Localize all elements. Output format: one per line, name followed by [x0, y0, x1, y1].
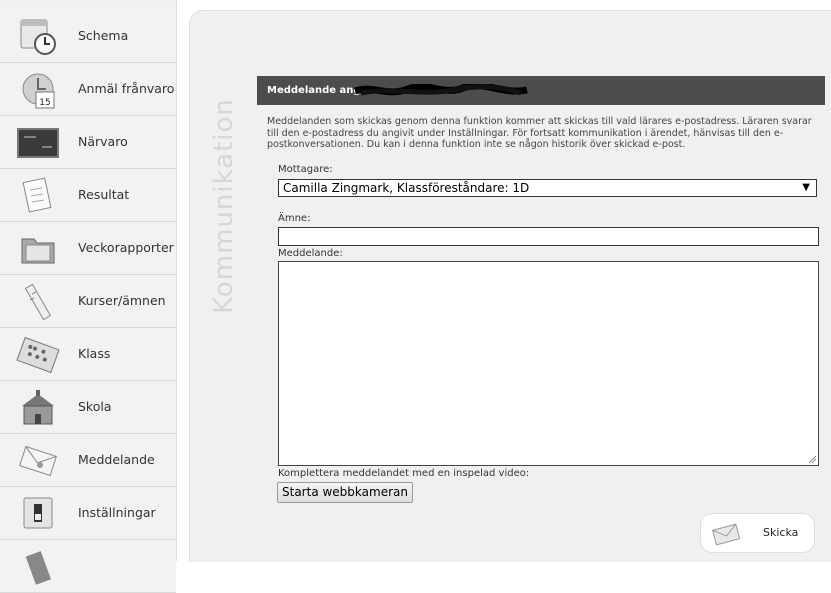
- section-title-text: Kommunikation: [209, 98, 239, 314]
- send-button[interactable]: [700, 513, 815, 553]
- sidebar-item-meddelande[interactable]: [0, 434, 176, 487]
- sidebar-item-label: Meddelande: [78, 452, 155, 467]
- sidebar-item-label: Kurser/ämnen: [78, 293, 166, 308]
- sidebar-item-schema[interactable]: [0, 10, 176, 63]
- sidebar-item-label: Inställningar: [78, 505, 156, 520]
- calendar-15-icon: [16, 70, 60, 110]
- sidebar-item-veckorapporter[interactable]: [0, 222, 176, 275]
- envelope-icon: [16, 441, 60, 481]
- folder-icon: [16, 229, 60, 269]
- sidebar-item-installningar[interactable]: [0, 487, 176, 540]
- sidebar-item-label: Närvaro: [78, 134, 128, 149]
- dropdown-arrow-icon: ▼: [802, 182, 810, 193]
- envelope-icon: [711, 521, 741, 547]
- video-label: Komplettera meddelandet med en inspelad video:: [278, 468, 530, 479]
- message-header: [257, 76, 825, 105]
- sidebar-item-resultat[interactable]: [0, 169, 176, 222]
- subject-label: Ämne:: [278, 213, 311, 224]
- recipient-select-value: Camilla Zingmark, Klassföreståndare: 1D: [283, 181, 530, 195]
- sidebar-item-anmal-franvaro[interactable]: [0, 63, 176, 116]
- message-textarea[interactable]: [278, 261, 819, 466]
- sidebar-item-skola[interactable]: [0, 381, 176, 434]
- resize-grip-icon[interactable]: [808, 455, 817, 464]
- abacus-icon: [16, 335, 60, 375]
- svg-text:15: 15: [39, 98, 51, 108]
- switch-icon: [16, 494, 60, 534]
- subject-input[interactable]: [278, 227, 819, 246]
- sidebar: [0, 0, 177, 561]
- redacted-scribble: [353, 84, 529, 98]
- report-paper-icon: [16, 176, 60, 216]
- sidebar-item-label: Anmäl frånvaro: [78, 81, 175, 96]
- calendar-clock-icon: [16, 17, 60, 57]
- sidebar-item-kurser-amnen[interactable]: [0, 275, 176, 328]
- sidebar-item-label: Schema: [78, 28, 129, 43]
- start-webcam-button[interactable]: Starta webbkameran: [277, 482, 413, 503]
- sidebar-item-label: Resultat: [78, 187, 130, 202]
- message-header-label: Meddelande ang.: [267, 85, 365, 96]
- recipient-select[interactable]: [278, 179, 817, 197]
- recipient-label: Mottagare:: [278, 164, 333, 175]
- ruler-pencil-icon: [16, 282, 60, 322]
- sidebar-item-partial[interactable]: [0, 540, 176, 593]
- body-label: Meddelande:: [278, 248, 343, 259]
- chalkboard-icon: [16, 123, 60, 163]
- sidebar-item-label: Klass: [78, 346, 111, 361]
- sidebar-item-label: Skola: [78, 399, 112, 414]
- sidebar-item-label: Veckorapporter: [78, 240, 174, 255]
- section-title: [198, 86, 250, 326]
- partial-icon: [16, 547, 60, 587]
- sidebar-item-narvaro[interactable]: [0, 116, 176, 169]
- sidebar-item-klass[interactable]: [0, 328, 176, 381]
- send-button-label: Skicka: [763, 526, 799, 539]
- divider: [177, 0, 189, 561]
- intro-text: Meddelanden som skickas genom denna funktion kommer att skickas till vald lärares e-postadress. Läraren svarar till den e-postadress du angivit under Inställningar. För fortsatt kommunikation i ärendet, hänvisas till den e-postkonversationen. Du kan i denna funktion inte se någon historik över skickad e-post.: [267, 116, 812, 150]
- school-house-icon: [16, 388, 60, 428]
